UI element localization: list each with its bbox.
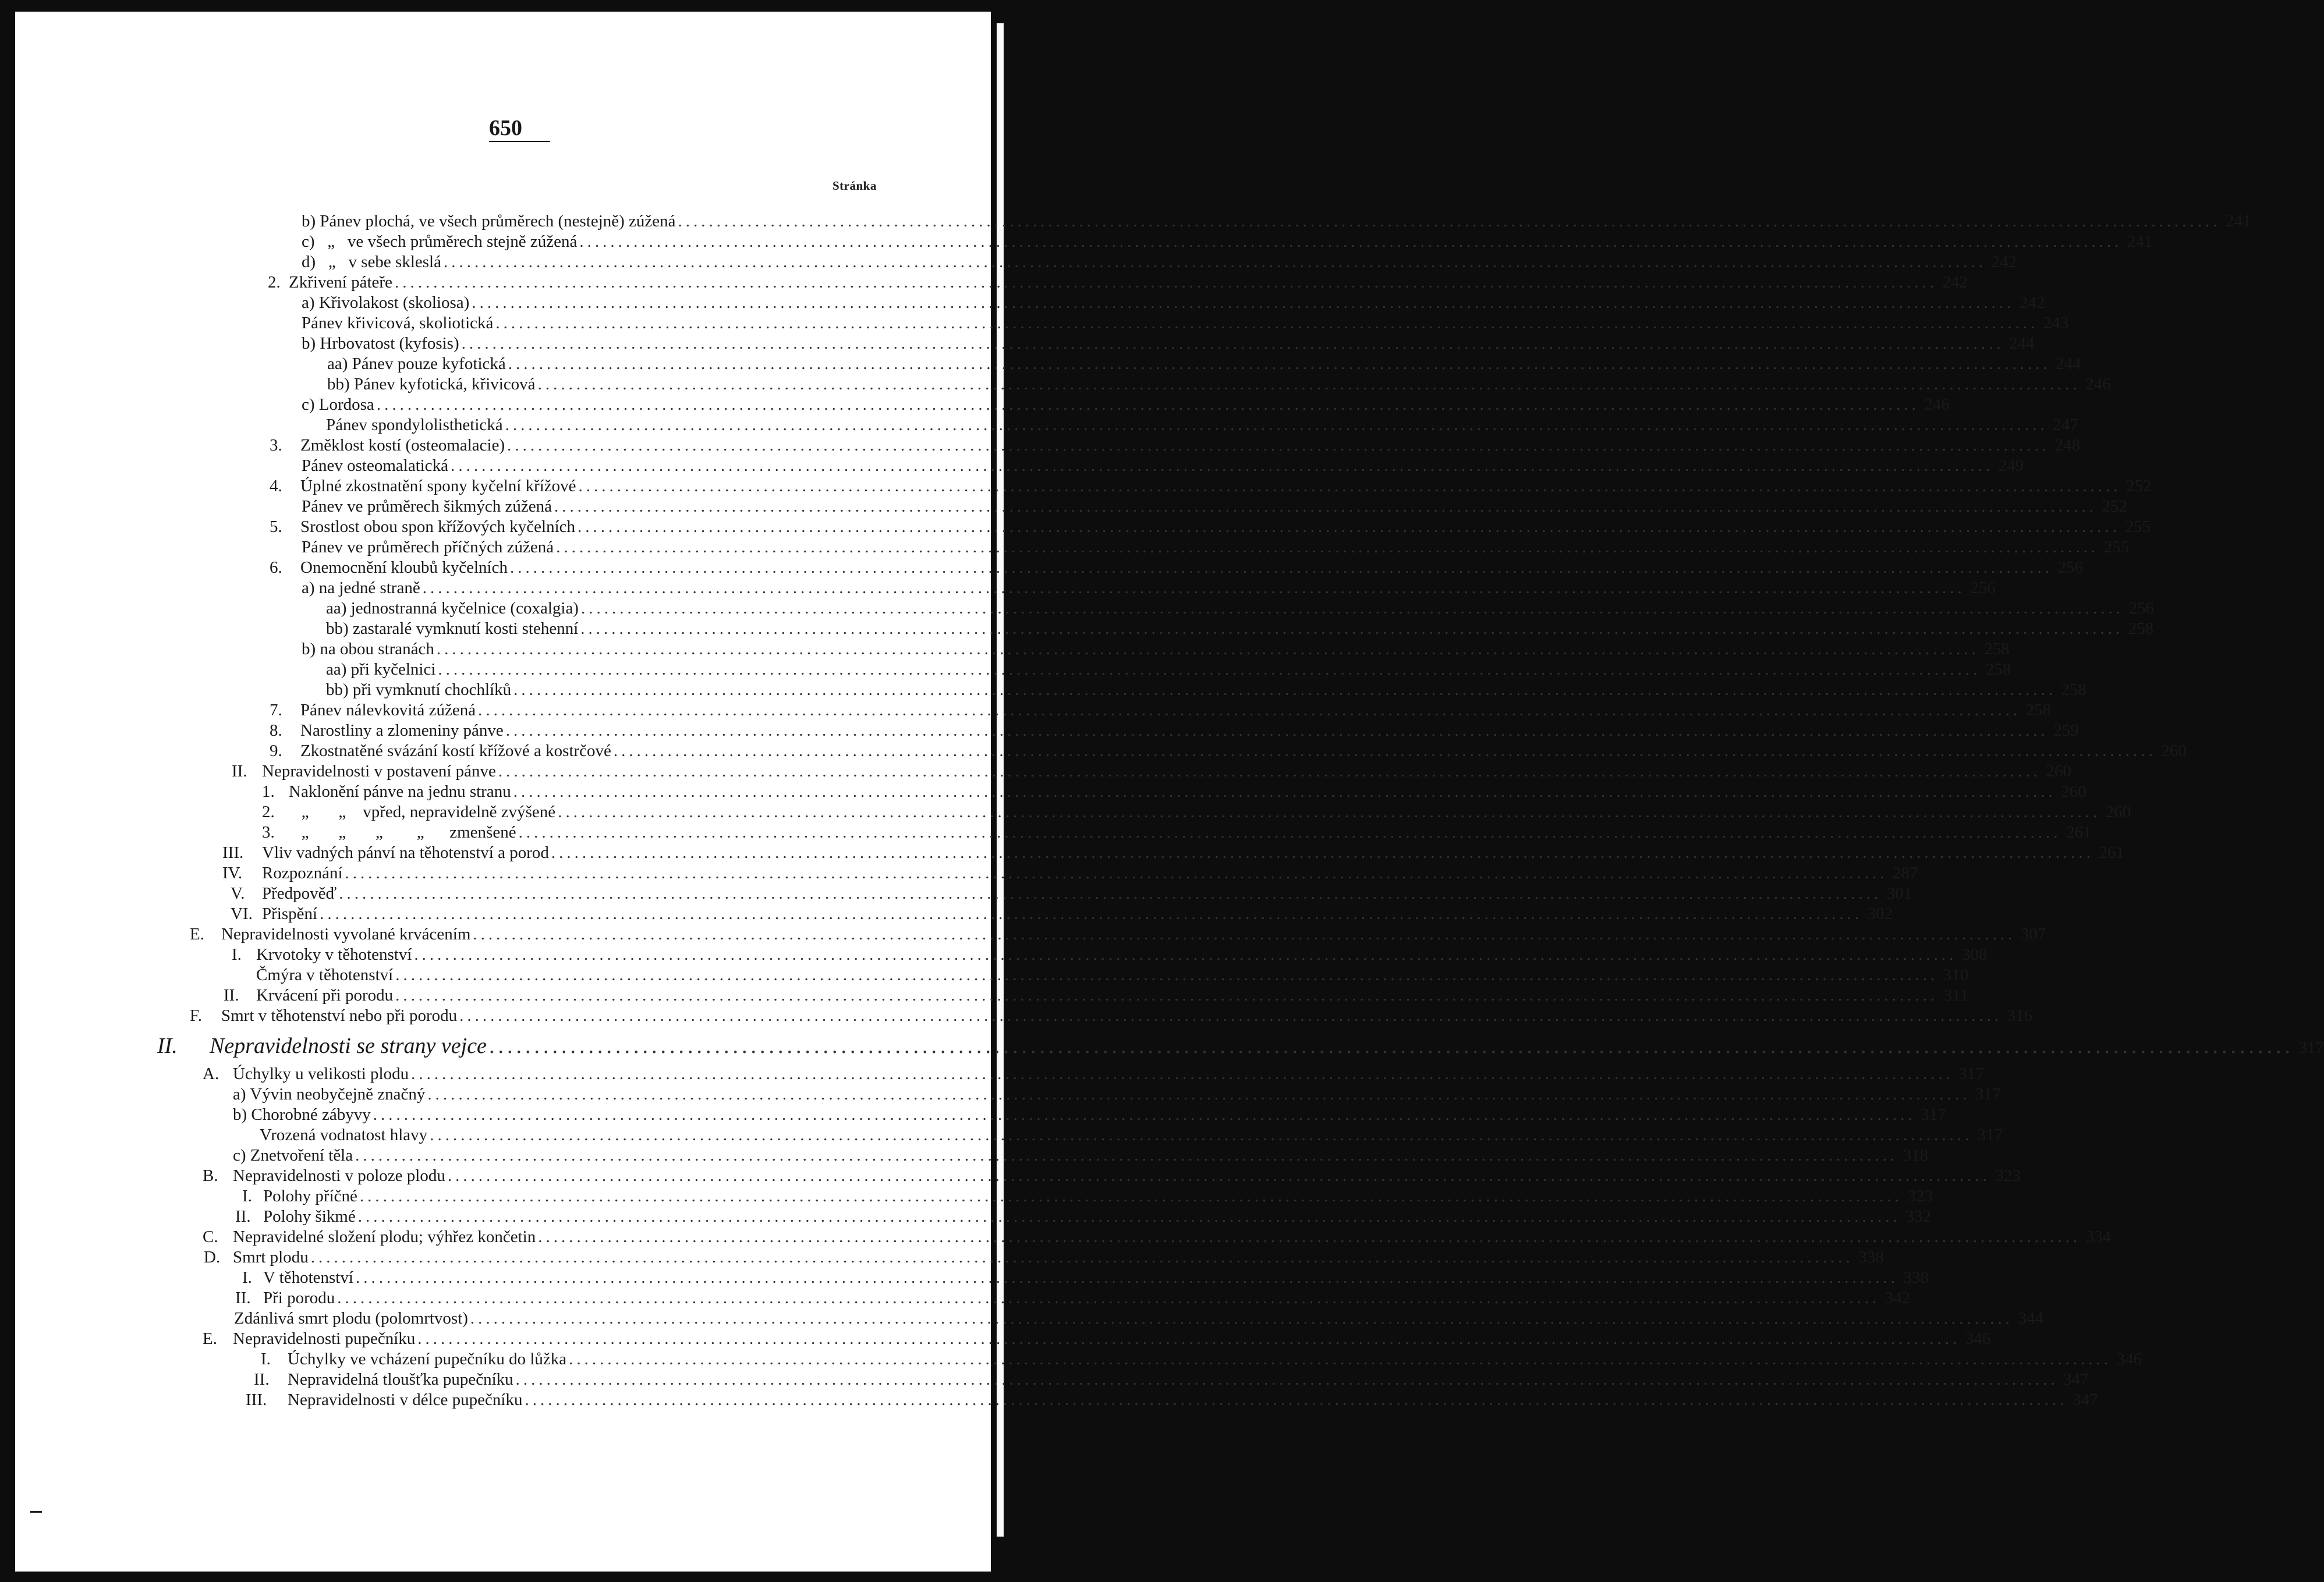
dot-leader: ........................................................................................................................................................................................................ <box>436 640 1979 658</box>
toc-entry-number: IV. <box>222 864 243 882</box>
toc-entry-number: 4. <box>270 477 282 495</box>
toc-entry-title: Nepravidelnosti v poloze plodu <box>233 1166 445 1185</box>
toc-entry-title: Srostlost obou spon křížových kyčelních <box>300 517 576 536</box>
page-number: 650 <box>489 116 522 140</box>
toc-entry <box>222 863 1918 884</box>
dot-leader: ........................................................................................................................................................................................................ <box>525 1391 2068 1409</box>
dot-leader: ........................................................................................................................................................................................................ <box>422 579 1965 597</box>
toc-entry-page: 256 <box>2128 599 2154 618</box>
dot-leader: ........................................................................................................................................................................................................ <box>578 477 2121 495</box>
toc-entry-page: 310 <box>1943 966 1969 984</box>
dot-leader: ........................................................................................................................................................................................................ <box>459 1006 2003 1025</box>
dot-leader: ........................................................................................................................................................................................................ <box>554 497 2097 516</box>
toc-entry-number: II. <box>235 1289 251 1307</box>
toc-entry-title: Změklost kostí (osteomalacie) <box>300 436 505 455</box>
toc-entry-number: 7. <box>270 701 282 719</box>
toc-entry <box>302 251 2017 272</box>
dot-leader: ........................................................................................................................................................................................................ <box>411 1065 1954 1083</box>
toc-entry <box>270 700 2052 721</box>
toc-entry-title: d) „ v sebe skleslá <box>302 253 441 271</box>
dot-leader: ........................................................................................................................................................................................................ <box>430 1126 1973 1144</box>
toc-entry-title: Onemocnění kloubů kyčelních <box>300 558 508 577</box>
toc-entry-page: 247 <box>2053 416 2078 434</box>
toc-entry-title: Naklonění pánve na jednu stranu <box>289 782 511 801</box>
toc-entry-page: 248 <box>2054 436 2081 455</box>
toc-entry <box>232 944 1988 965</box>
toc-entry-page: 260 <box>2046 762 2071 781</box>
toc-entry-title: Pánev spondylolisthetická <box>326 416 503 434</box>
toc-entry-page: 317 <box>1975 1085 2001 1104</box>
dot-leader: ........................................................................................................................................................................................................ <box>505 721 2049 740</box>
toc-entry <box>327 374 2111 395</box>
toc-entry-number: V. <box>231 884 245 903</box>
dot-leader: ........................................................................................................................................................................................................ <box>337 1289 1880 1307</box>
toc-entry <box>270 435 2081 456</box>
toc-entry <box>224 985 1969 1006</box>
toc-entry-page: 301 <box>1886 884 1912 903</box>
toc-entry-title: Krvácení při porodu <box>256 986 394 1005</box>
toc-entry-title: Pánev ve průměrech příčných zúžená <box>302 538 554 556</box>
toc-entry-title: aa) při kyčelnici <box>326 660 436 679</box>
toc-entry <box>190 924 2046 945</box>
toc-entry-page: 260 <box>2105 803 2131 821</box>
toc-entry-title: Nepravidelné složení plodu; výhřez končetin <box>233 1228 536 1246</box>
toc-entry-title: bb) při vymknutí chochlíků <box>326 680 512 699</box>
toc-entry <box>268 272 1968 293</box>
dot-leader: ........................................................................................................................................................................................................ <box>515 1370 2059 1389</box>
toc-entry-number: II. <box>224 986 239 1005</box>
toc-entry <box>231 883 1912 904</box>
toc-entry <box>203 1063 1985 1084</box>
dot-leader: ........................................................................................................................................................................................................ <box>513 782 2056 801</box>
toc-entry-page: 307 <box>2020 925 2046 943</box>
toc-entry-number: III. <box>222 843 244 862</box>
toc-entry <box>326 598 2154 619</box>
toc-entry-page: 258 <box>1985 660 2011 679</box>
toc-entry-title: b) Pánev plochá, ve všech průměrech (nestejně) zúžená <box>302 212 676 230</box>
toc-entry-title: Smrt plodu <box>233 1248 309 1267</box>
toc-entry <box>233 1104 1946 1125</box>
toc-entry-title: Narostliny a zlomeniny pánve <box>300 721 504 740</box>
toc-entry <box>232 761 2071 782</box>
toc-entry <box>262 822 2092 843</box>
dot-leader: ........................................................................................................................................................................................................ <box>355 1268 1898 1287</box>
toc-entry-title: Pánev osteomalatická <box>302 456 449 475</box>
toc-entry-page: 334 <box>2085 1228 2112 1246</box>
dot-leader: ........................................................................................................................................................................................................ <box>345 864 1888 882</box>
toc-entry-page: 302 <box>1867 904 1893 923</box>
toc-entry-title: c) „ ve všech průměrech stejně zúžená <box>302 232 578 251</box>
dot-leader: ........................................................................................................................................................................................................ <box>447 1166 1990 1185</box>
toc-entry-page: 346 <box>1965 1329 1991 1348</box>
toc-entry <box>302 496 2127 517</box>
toc-entry-page: 258 <box>2061 680 2087 699</box>
toc-entry-number: F. <box>190 1006 203 1025</box>
toc-entry-title: Zdánlivá smrt plodu (polomrtvost) <box>234 1309 468 1328</box>
toc-entry <box>327 353 2081 374</box>
toc-entry-title: b) Hrbovatost (kyfosis) <box>302 334 459 353</box>
toc-entry-page: 252 <box>2126 477 2152 495</box>
toc-entry-page: 255 <box>2125 517 2151 536</box>
toc-entry <box>270 476 2152 496</box>
toc-entry <box>326 414 2078 435</box>
page-column-header: Stránka <box>832 179 877 193</box>
toc-entry-title: Nepravidelnosti pupečníku <box>233 1329 416 1348</box>
toc-entry-page: 338 <box>1858 1248 1884 1267</box>
toc-entry <box>203 1328 1991 1349</box>
toc-entry-title: Při porodu <box>263 1289 335 1307</box>
toc-entry-number: III. <box>246 1391 267 1409</box>
dot-leader: ........................................................................................................................................................................................................ <box>508 354 2051 373</box>
toc-entry-number: 2. <box>268 273 281 292</box>
toc-entry-title: Přispění <box>262 904 318 923</box>
toc-entry-page: 241 <box>2226 212 2251 230</box>
toc-entry-page: 318 <box>1903 1146 1929 1165</box>
toc-entry-title: bb) Pánev kyfotická, křivicová <box>327 375 536 393</box>
toc-entry <box>302 211 2251 232</box>
toc-entry <box>302 292 2045 313</box>
toc-entry <box>234 1308 2043 1329</box>
dot-leader: ........................................................................................................................................................................................................ <box>558 803 2101 821</box>
dot-leader: ........................................................................................................................................................................................................ <box>414 945 1957 964</box>
toc-entry-page: 256 <box>1970 579 1996 597</box>
toc-entry-number: E. <box>203 1329 217 1348</box>
toc-entry-title: Krvotoky v těhotenství <box>256 945 412 964</box>
toc-entry-page: 317 <box>1958 1065 1985 1083</box>
toc-entry <box>231 903 1893 924</box>
toc-entry-title: Čmýra v těhotenství <box>256 966 394 984</box>
toc-entry-number: 3. <box>262 823 275 842</box>
dot-leader: ........................................................................................................................................................................................................ <box>537 375 2081 393</box>
toc-entry-page: 256 <box>2057 558 2083 577</box>
toc-entry-page: 241 <box>2127 232 2153 251</box>
toc-entry-title: Zkřivení páteře <box>289 273 392 292</box>
dot-leader: ........................................................................................................................................................................................................ <box>551 843 2094 862</box>
toc-entry-title: bb) zastaralé vymknutí kosti stehenní <box>326 619 579 638</box>
dot-leader: ........................................................................................................................................................................................................ <box>461 334 2004 353</box>
toc-entry-number: B. <box>203 1166 218 1185</box>
toc-entry-page: 242 <box>1942 273 1968 292</box>
dot-leader: ........................................................................................................................................................................................................ <box>373 1105 1916 1124</box>
toc-entry-page: 243 <box>2043 314 2069 332</box>
toc-entry-page: 246 <box>2085 375 2111 393</box>
toc-entry-page: 287 <box>1893 864 1918 882</box>
toc-entry-title: a) Křivolakost (skoliosa) <box>302 293 470 312</box>
dot-leader: ........................................................................................................................................................................................................ <box>444 253 1986 271</box>
dot-leader: ........................................................................................................................................................................................................ <box>578 517 2121 536</box>
toc-entry <box>262 801 2131 822</box>
dot-leader: ........................................................................................................................................................................................................ <box>518 823 2061 842</box>
toc-entry-title: c) Znetvoření těla <box>233 1146 353 1165</box>
toc-entry <box>203 1165 2021 1186</box>
toc-entry-page: 246 <box>1924 395 1950 414</box>
toc-entry <box>204 1247 1884 1268</box>
toc-entry-number: VI. <box>231 904 253 923</box>
toc-entry <box>270 740 2187 761</box>
dot-leader: ........................................................................................................................................................................................................ <box>678 212 2221 230</box>
dot-leader: ........................................................................................................................................................................................................ <box>478 701 2021 719</box>
toc-entry-title: „ „ „ „ zmenšené <box>289 823 516 842</box>
toc-entry-title: Pánev křivicová, skoliotická <box>302 314 494 332</box>
toc-entry-title: Úplné zkostnatění spony kyčelní křížové <box>300 477 576 495</box>
toc-entry-title: Nepravidelnosti vyvolané krvácením <box>221 925 471 943</box>
toc-entry-page: 317 <box>1921 1105 1946 1124</box>
toc-entry-page: 260 <box>2061 782 2086 801</box>
dot-leader: ........................................................................................................................................................................................................ <box>394 273 1937 292</box>
toc-entry <box>302 333 2035 354</box>
toc-entry <box>302 639 2010 659</box>
dot-leader: ........................................................................................................................................................................................................ <box>395 986 1939 1005</box>
toc-entry <box>302 231 2153 252</box>
toc-entry <box>270 516 2151 537</box>
toc-entry <box>235 1287 1911 1308</box>
toc-entry-page: 259 <box>2053 721 2079 740</box>
toc-entry <box>326 679 2087 700</box>
toc-entry <box>302 394 1950 415</box>
toc-entry <box>190 1005 2033 1026</box>
toc-entry <box>222 842 2124 863</box>
dot-leader: ........................................................................................................................................................................................................ <box>395 966 1939 984</box>
toc-entry <box>235 1206 1931 1227</box>
toc-entry-page: 323 <box>1907 1187 1933 1205</box>
toc-entry-number: I. <box>261 1350 271 1368</box>
toc-entry <box>302 455 2024 476</box>
toc-entry-title: b) na obou stranách <box>302 640 434 658</box>
toc-entry-title: aa) Pánev pouze kyfotická <box>327 354 506 373</box>
toc-entry <box>270 720 2079 741</box>
toc-entry-number: 3. <box>270 436 282 455</box>
toc-entry-title: Nepravidelná tloušťka pupečníku <box>288 1370 513 1389</box>
toc-entry-page: 249 <box>1998 456 2024 475</box>
toc-entry-page: 258 <box>1984 640 2010 658</box>
toc-entry-page: 255 <box>2103 538 2130 556</box>
dot-leader: ........................................................................................................................................................................................................ <box>427 1085 1971 1104</box>
toc-entry-page: 252 <box>2102 497 2127 516</box>
toc-entry-title: V těhotenství <box>263 1268 353 1287</box>
toc-entry-title: Vrozená vodnatost hlavy <box>260 1126 428 1144</box>
toc-entry-page: 258 <box>2128 619 2154 638</box>
dot-leader: ........................................................................................................................................................................................................ <box>320 904 1863 923</box>
toc-entry-title: Pánev ve průměrech šikmých zúžená <box>302 497 552 516</box>
dot-leader: ........................................................................................................................................................................................................ <box>556 538 2099 556</box>
dot-leader: ........................................................................................................................................................................................................ <box>473 925 2016 943</box>
toc-entry-page: 346 <box>2116 1350 2142 1368</box>
dot-leader: ........................................................................................................................................................................................................ <box>613 742 2156 760</box>
dot-leader: ........................................................................................................................................................................................................ <box>513 680 2057 699</box>
toc-entry <box>254 1369 2089 1390</box>
dot-leader: ........................................................................................................................................................................................................ <box>538 1228 2081 1246</box>
toc-entry-number: II. <box>235 1207 251 1226</box>
dot-leader: ........................................................................................................................................................................................................ <box>569 1350 2112 1368</box>
toc-entry-page: 242 <box>2019 293 2045 312</box>
toc-entry-title: „ „ vpřed, nepravidelně zvýšené <box>289 803 556 821</box>
toc-entry-title: aa) jednostranná kyčelnice (coxalgia) <box>326 599 579 618</box>
toc-entry <box>326 618 2154 639</box>
dot-leader: ........................................................................................................................................................................................................ <box>359 1187 1903 1205</box>
toc-entry-number: D. <box>204 1248 221 1267</box>
toc-entry-title: Rozpoznání <box>262 864 343 882</box>
toc-entry-title: Nepravidelnosti se strany vejce <box>210 1034 487 1058</box>
toc-entry-page: 261 <box>2066 823 2092 842</box>
toc-entry-number: 1. <box>262 782 275 801</box>
dot-leader: ........................................................................................................................................................................................................ <box>451 456 1994 475</box>
toc-entry-page: 260 <box>2161 742 2187 760</box>
toc-entry-number: II. <box>254 1370 270 1389</box>
dot-leader: ........................................................................................................................................................................................................ <box>472 293 2015 312</box>
dot-leader: ........................................................................................................................................................................................................ <box>417 1329 1961 1348</box>
dot-leader: ........................................................................................................................................................................................................ <box>505 416 2048 434</box>
toc-entry-page: 317 <box>1977 1126 2003 1144</box>
toc-entry-title: Předpověď <box>262 884 337 903</box>
toc-entry <box>157 1033 2324 1059</box>
dot-leader: ........................................................................................................................................................................................................ <box>339 884 1882 903</box>
toc-entry-number: I. <box>242 1187 252 1205</box>
toc-entry-page: 244 <box>2056 354 2081 373</box>
toc-entry <box>233 1084 2001 1105</box>
toc-entry-page: 317 <box>2298 1038 2324 1057</box>
toc-entry-title: Úchylky ve vcházení pupečníku do lůžka <box>288 1350 567 1368</box>
toc-entry <box>302 313 2069 334</box>
toc-entry-number: I. <box>232 945 242 964</box>
toc-entry-number: II. <box>232 762 247 781</box>
dot-leader: ........................................................................................................................................................................................................ <box>498 762 2041 781</box>
toc-entry-number: I. <box>242 1268 252 1287</box>
toc-entry-title: Úchylky u velikosti plodu <box>233 1065 409 1083</box>
toc-entry-page: 323 <box>1995 1166 2021 1185</box>
dot-leader: ........................................................................................................................................................................................................ <box>580 599 2124 618</box>
toc-entry-page: 316 <box>2007 1006 2033 1025</box>
dot-leader: ........................................................................................................................................................................................................ <box>509 558 2053 577</box>
dot-leader: ........................................................................................................................................................................................................ <box>376 395 1919 414</box>
toc-entry-title: Zkostnatěné svázání kostí křížové a kostrčové <box>300 742 611 760</box>
dot-leader: ........................................................................................................................................................................................................ <box>355 1146 1898 1165</box>
toc-entry-page: 344 <box>2018 1309 2043 1328</box>
toc-entry-page: 347 <box>2072 1391 2098 1409</box>
toc-entry-page: 332 <box>1905 1207 1931 1226</box>
toc-entry-title: b) Chorobné zábyvy <box>233 1105 371 1124</box>
toc-entry-page: 261 <box>2099 843 2124 862</box>
toc-entry-number: A. <box>203 1065 219 1083</box>
toc-entry-title: a) na jedné straně <box>302 579 420 597</box>
toc-entry-page: 311 <box>1943 986 1969 1005</box>
toc-entry-number: 5. <box>270 517 282 536</box>
toc-entry-page: 308 <box>1961 945 1988 964</box>
toc-entry-title: Polohy příčné <box>263 1187 357 1205</box>
toc-entry-number: II. <box>157 1034 178 1058</box>
toc-entry-number: 8. <box>270 721 282 740</box>
toc-entry-title: Vliv vadných pánví na těhotenství a porod <box>262 843 549 862</box>
toc-entry <box>270 557 2083 578</box>
toc-entry-page: 258 <box>2025 701 2052 719</box>
toc-entry <box>326 659 2011 680</box>
toc-entry-page: 244 <box>2009 334 2035 353</box>
dot-leader: ........................................................................................................................................................................................................ <box>495 314 2039 332</box>
toc-entry <box>246 1389 2098 1410</box>
toc-entry-title: Pánev nálevkovitá zúžená <box>300 701 476 719</box>
toc-entry-title: Polohy šikmé <box>263 1207 356 1226</box>
toc-entry-number: 9. <box>270 742 282 760</box>
toc-entry <box>256 964 1969 985</box>
toc-entry-page: 242 <box>1991 253 2017 271</box>
toc-entry <box>260 1125 2003 1145</box>
toc-entry <box>203 1226 2112 1247</box>
toc-entry-number: 6. <box>270 558 282 577</box>
toc-entry-number: C. <box>203 1228 218 1246</box>
dot-leader: ........................................................................................................................................................................................................ <box>507 436 2050 455</box>
dot-leader: ........................................................................................................................................................................................................ <box>438 660 1981 679</box>
toc-entry-title: Smrt v těhotenství nebo při porodu <box>221 1006 458 1025</box>
toc-entry <box>302 577 1996 598</box>
dot-leader: ........................................................................................................................................................................................................ <box>310 1248 1854 1267</box>
dot-leader: ........................................................................................................................................................................................................ <box>470 1309 2013 1328</box>
toc-entry-page: 338 <box>1903 1268 1929 1287</box>
toc-entry-page: 347 <box>2063 1370 2089 1389</box>
toc-entry <box>242 1267 1929 1288</box>
toc-entry <box>242 1186 1933 1207</box>
toc-entry-number: 2. <box>262 803 275 821</box>
toc-entry <box>302 537 2130 558</box>
dot-leader: ........................................................................................................................................................................................................ <box>579 232 2123 251</box>
toc-entry <box>261 1349 2142 1370</box>
toc-entry <box>262 781 2086 802</box>
toc-entry-title: Nepravidelnosti v délce pupečníku <box>288 1391 523 1409</box>
dot-leader: ........................................................................................................................................................................................................ <box>580 619 2124 638</box>
toc-entry-title: Nepravidelnosti v postavení pánve <box>262 762 496 781</box>
toc-entry-title: a) Vývin neobyčejně značný <box>233 1085 426 1104</box>
dot-leader: ........................................................................................................................................................................................................ <box>357 1207 1901 1226</box>
toc-entry-page: 342 <box>1884 1289 1911 1307</box>
dot-leader: ........................................................................................................................................................................................................ <box>488 1034 2294 1058</box>
toc-entry-title: c) Lordosa <box>302 395 374 414</box>
toc-entry <box>233 1145 1929 1166</box>
margin-mark <box>30 1511 42 1513</box>
toc-entry-number: E. <box>190 925 204 943</box>
